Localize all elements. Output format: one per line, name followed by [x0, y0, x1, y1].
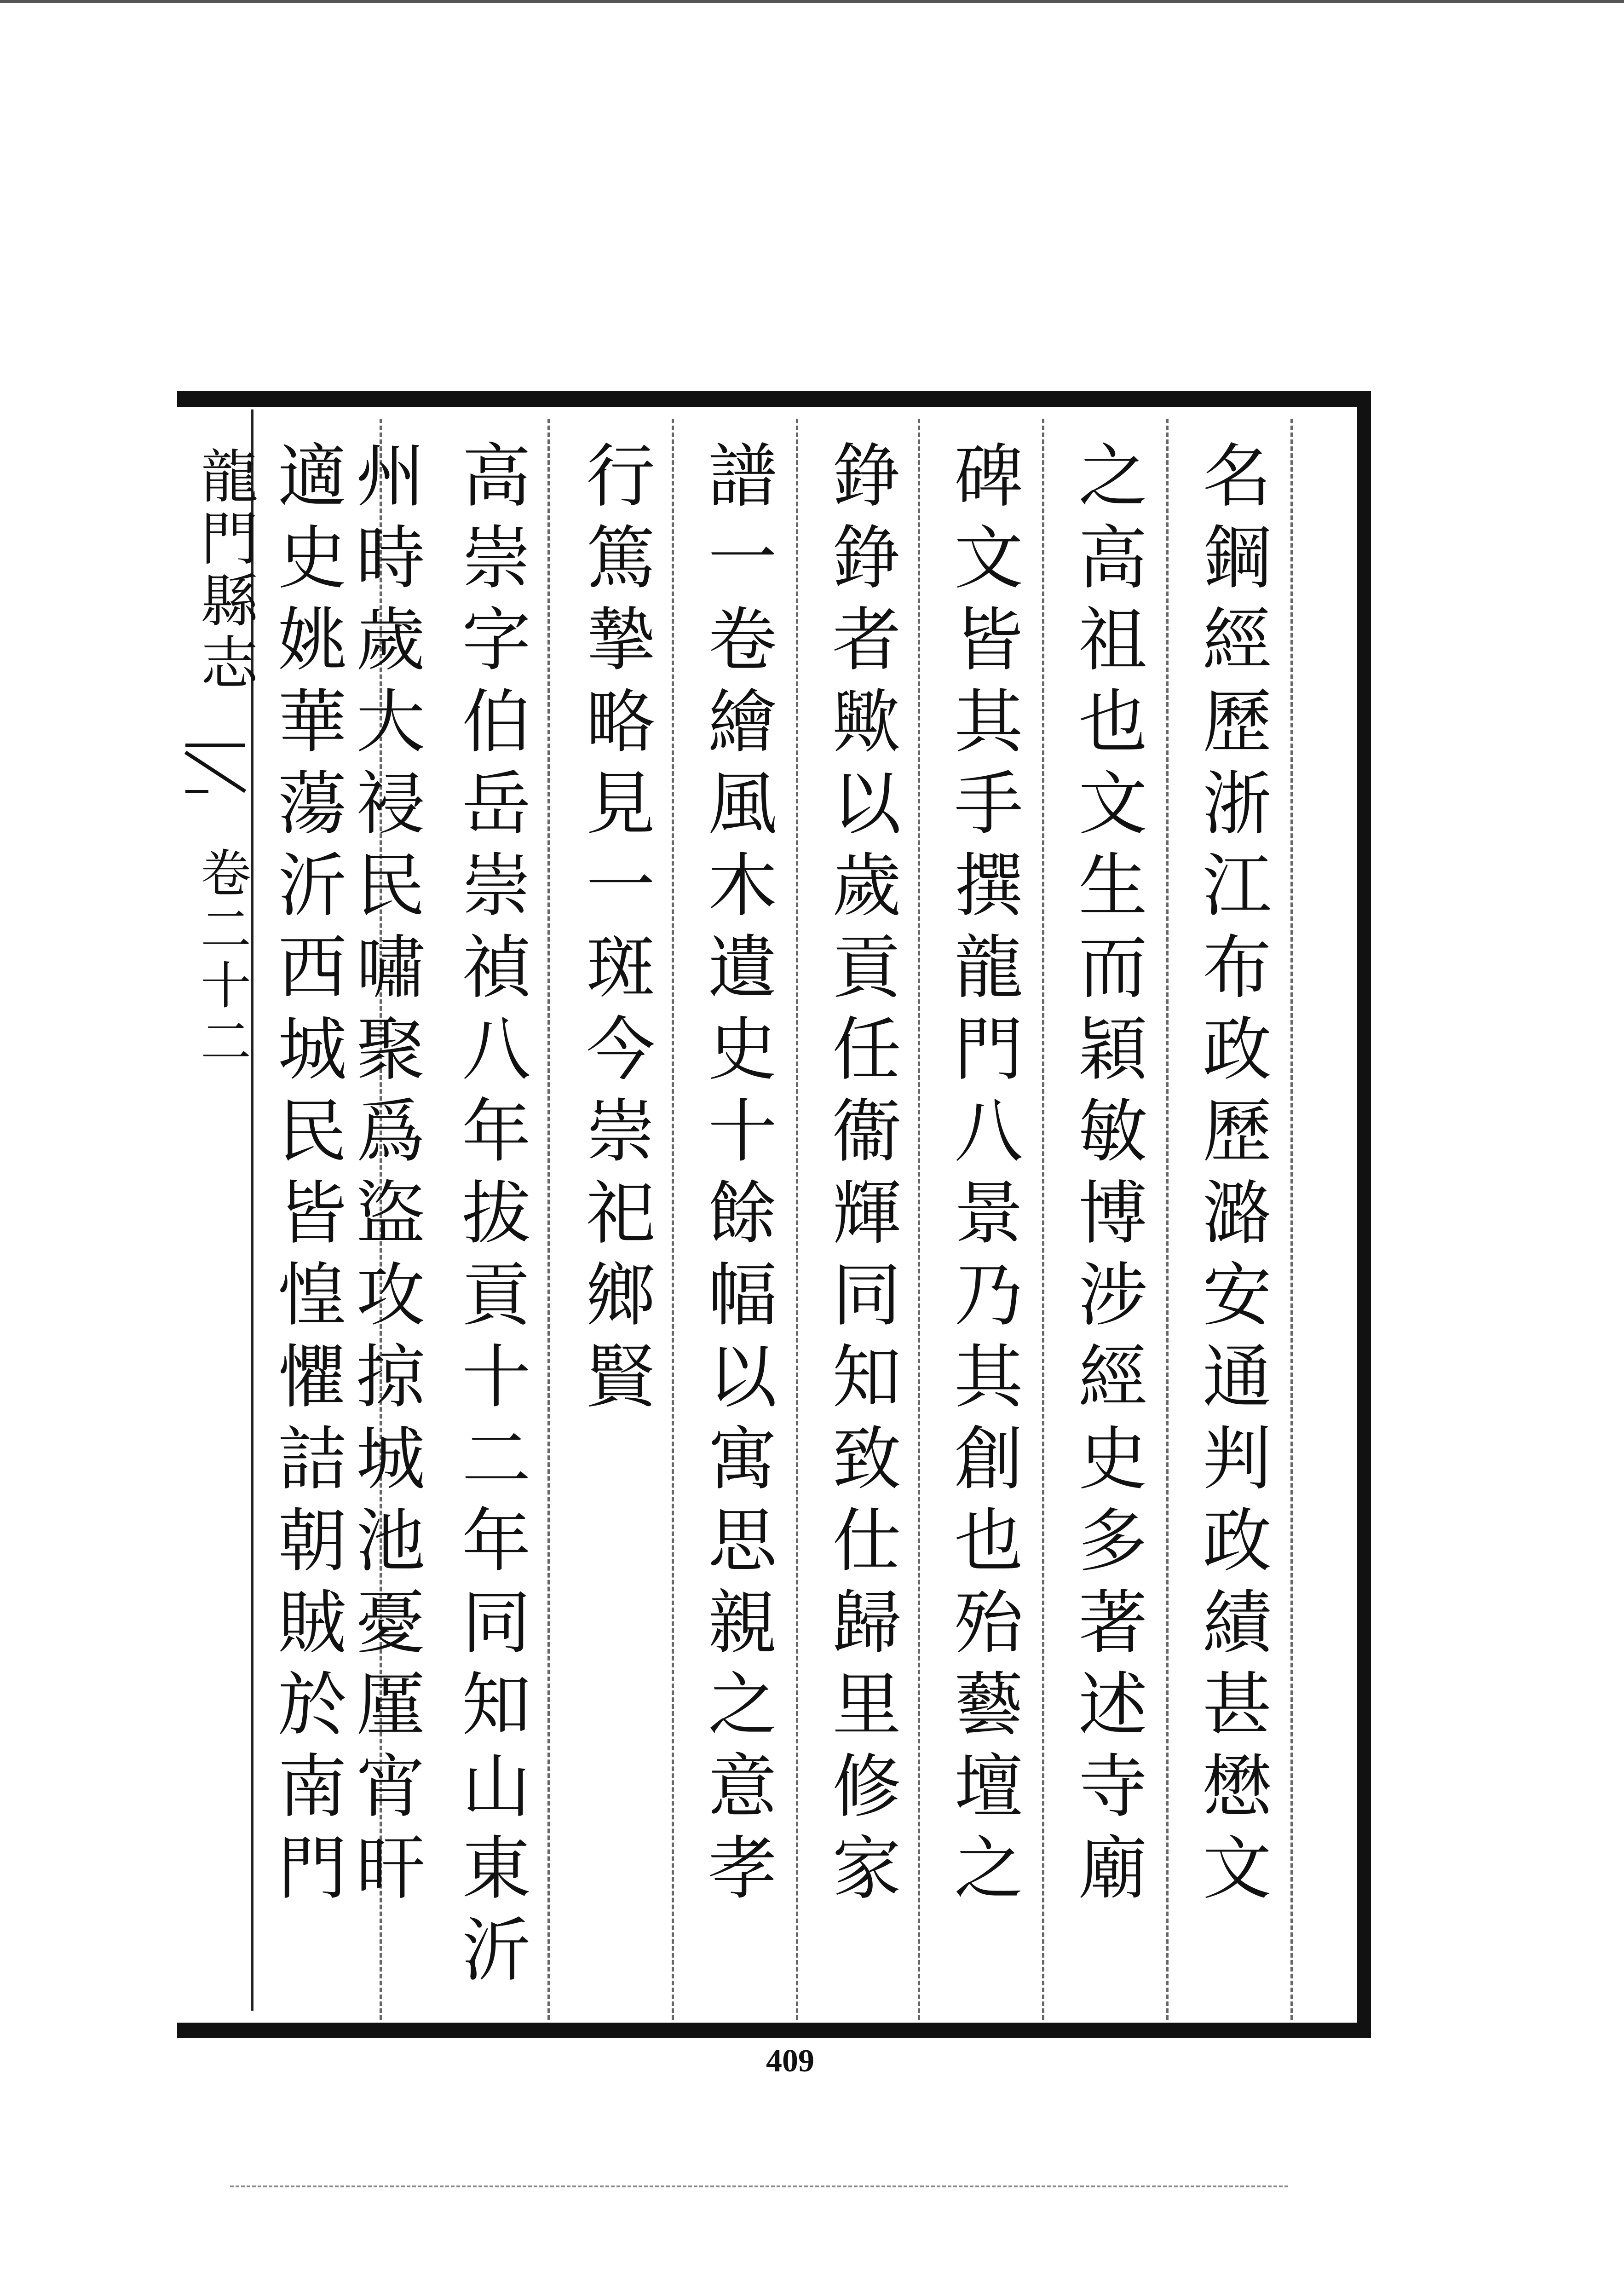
scan-top-edge: [0, 0, 1624, 3]
text-column-2: 之高祖也文生而穎敏博涉經史多著述寺廟: [1066, 439, 1146, 1914]
frame-bottom-rule: [177, 2023, 1371, 2038]
text-column-8: 州時歲大祲民嘯聚爲盜攻掠城池憂厪宵旰: [344, 439, 424, 1914]
column-divider: [1042, 419, 1044, 2020]
block-heart-margin: [177, 409, 258, 2011]
fish-tail-ornament-icon: [181, 741, 250, 796]
text-column-7-entry-heading: 高崇字伯岳崇禎八年拔貢十二年同知山東沂: [450, 439, 530, 1995]
column-divider: [547, 419, 550, 2020]
text-column-4: 錚錚者歟以歲貢任衞輝同知致仕歸里修家: [820, 439, 900, 1914]
margin-book-title: 龍門縣志: [191, 446, 258, 695]
text-column-9: 適史姚華蕩沂西城民皆惶懼詰朝賊於南門: [266, 439, 346, 1914]
page-number: 409: [766, 2043, 814, 2079]
printed-page-frame: [177, 391, 1371, 2038]
text-column-6: 行篤摯略見一斑今崇祀鄉賢: [574, 439, 654, 1422]
column-divider: [672, 419, 674, 2020]
text-column-1: 名鋼經歷浙江布政歷潞安通判政績甚懋文: [1191, 439, 1271, 1914]
margin-juan-number: 卷二十二: [192, 847, 251, 1071]
column-divider: [796, 419, 798, 2020]
column-divider: [1290, 419, 1293, 2020]
column-divider: [1166, 419, 1169, 2020]
frame-right-rule: [1357, 391, 1371, 2038]
frame-top-rule: [177, 391, 1371, 407]
column-divider: [918, 419, 920, 2020]
text-column-5: 譜一卷繪風木遺史十餘幅以寓思親之意孝: [696, 439, 776, 1914]
scan-bottom-noise: [230, 2186, 1288, 2187]
text-column-3: 碑文皆其手撰龍門八景乃其創也殆藝壇之: [942, 439, 1022, 1914]
